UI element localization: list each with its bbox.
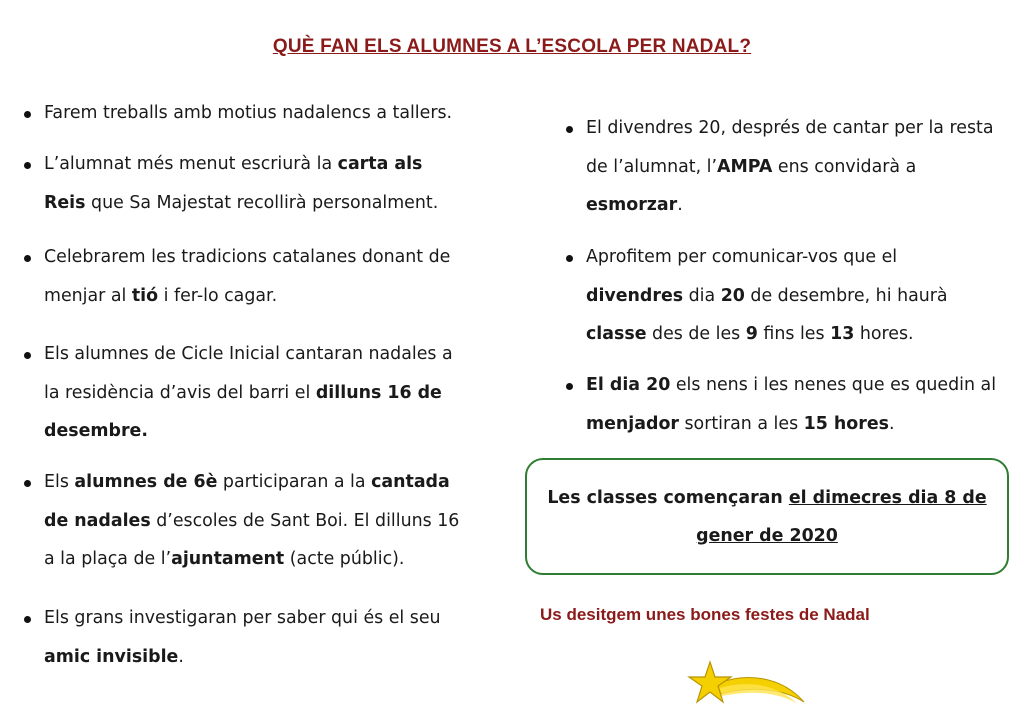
item-bold: 9: [745, 324, 758, 344]
item-text: que Sa Majestat recollirà personalment.: [85, 192, 439, 213]
classes-notice-text: [537, 479, 997, 555]
item-text: ens convidarà a: [772, 156, 917, 177]
item-text: d’escoles de Sant Boi. El dilluns 16: [150, 510, 460, 531]
list-item: [44, 94, 464, 133]
item-text: menjar al: [44, 285, 132, 306]
shooting-star-icon: [686, 658, 806, 714]
item-text: dia: [683, 285, 721, 306]
list-item: [44, 238, 464, 315]
item-text: (acte públic).: [284, 549, 405, 569]
item-bold: 13: [830, 324, 855, 344]
item-text: la residència d’avis del barri el: [44, 382, 316, 403]
item-bold: esmorzar: [586, 195, 678, 215]
item-text: des de les: [646, 324, 746, 344]
item-bold: divendres: [586, 285, 684, 306]
list-item: [586, 238, 1006, 354]
item-text: i fer-lo cagar.: [158, 285, 278, 306]
notice-date: gener de 2020: [696, 525, 838, 546]
item-text: Els: [44, 472, 75, 492]
item-text: Els alumnes de Cicle Inicial cantaran nadales a: [44, 344, 453, 364]
item-bold: ajuntament: [171, 549, 285, 569]
item-bold: desembre.: [44, 421, 148, 441]
list-item: [44, 599, 464, 676]
item-text: Farem treballs amb motius nadalencs a tallers.: [44, 103, 453, 123]
item-bold: dilluns 16 de: [315, 382, 442, 403]
item-text: a la plaça de l’: [44, 549, 172, 569]
item-bold: 15 hores: [803, 413, 889, 434]
item-text: .: [888, 413, 895, 434]
item-text: fins les: [757, 324, 831, 344]
item-text: participaran a la: [217, 472, 372, 492]
item-bold: amic invisible: [44, 646, 179, 667]
list-item: [44, 335, 464, 451]
item-text: hores.: [854, 324, 914, 344]
item-text: de l’alumnat, l’: [586, 156, 717, 177]
item-text: de desembre, hi haurà: [744, 285, 948, 306]
item-bold: cantada: [371, 472, 450, 492]
item-text: .: [677, 195, 683, 215]
item-bold: carta als: [337, 154, 423, 174]
item-text: L’alumnat més menut escriurà la: [44, 154, 338, 174]
list-item: [586, 366, 1006, 443]
notice-date: el dimecres dia 8 de: [788, 487, 987, 508]
item-text: els nens i les nenes que es quedin al: [670, 375, 997, 395]
item-bold: menjador: [586, 413, 679, 434]
holiday-greeting: Us desitgem unes bones festes de Nadal: [540, 605, 870, 624]
item-text: Celebrarem les tradicions catalanes donant de: [44, 247, 451, 267]
notice-text: Les classes començaran: [547, 487, 789, 508]
item-text: .: [178, 646, 184, 667]
item-bold: AMPA: [717, 156, 773, 177]
item-bold: alumnes de 6è: [74, 472, 218, 492]
item-text: Aprofitem per comunicar-vos que el: [586, 247, 898, 267]
item-text: Els grans investigaran per saber qui és el seu: [44, 608, 441, 628]
item-text: sortiran a les: [678, 413, 804, 434]
list-item: [586, 109, 1006, 225]
list-item: [44, 463, 464, 579]
item-bold: tió: [131, 285, 159, 306]
classes-notice-box: [525, 458, 1009, 575]
item-text: El divendres 20, després de cantar per la resta: [586, 118, 994, 138]
item-bold: Reis: [44, 192, 86, 213]
list-item: [44, 145, 464, 222]
page-title: QUÈ FAN ELS ALUMNES A L’ESCOLA PER NADAL?: [272, 36, 752, 57]
item-bold: de nadales: [44, 510, 151, 531]
item-bold: El dia 20: [586, 375, 671, 395]
item-bold: classe: [586, 324, 647, 344]
item-bold: 20: [720, 285, 745, 306]
